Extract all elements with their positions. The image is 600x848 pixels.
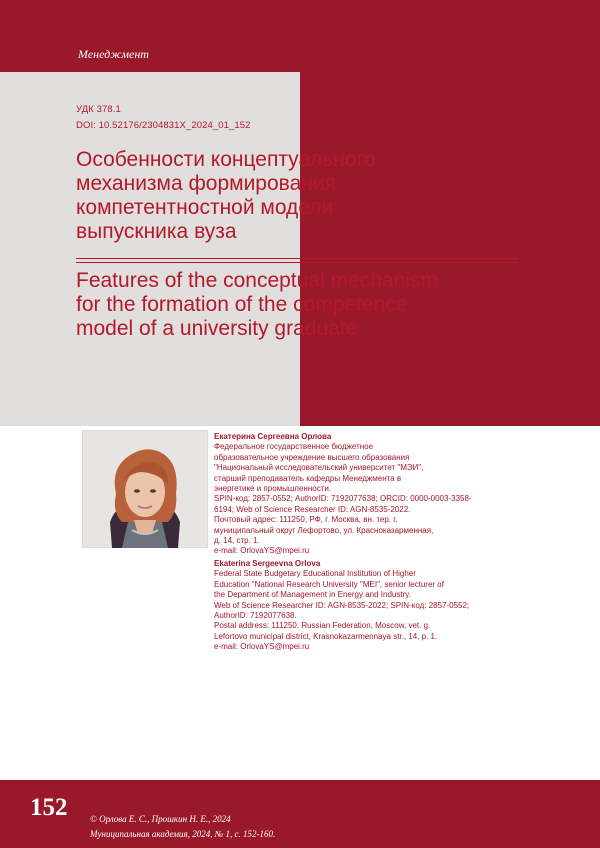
- title-ru-line: Особенности концептуального: [76, 148, 376, 171]
- footer-citation: Муниципальная академия, 2024, № 1, с. 152-160.: [90, 829, 276, 839]
- author-ru-line: старший преподаватель кафедры Менеджмента в: [214, 473, 402, 483]
- author-en-line: Postal address: 111250, Russian Federation, Moscow, vet. g.: [214, 621, 431, 631]
- author-ru-line: "Национальный исследовательский университет "МЭИ",: [214, 463, 424, 473]
- article-title-en: [76, 269, 526, 341]
- author-name-en: Ekaterina Sergeevna Orlova: [214, 558, 321, 568]
- author-ru-line: Почтовый адрес: 111250, РФ, г. Москва, вн. тер. г.: [214, 515, 398, 525]
- author-en-email[interactable]: e-mail: OrlovaYS@mpei.ru: [214, 642, 310, 652]
- author-photo: [82, 430, 208, 548]
- title-en-line: model of a university graduate: [76, 317, 358, 340]
- doi-code: DOI: 10.52176/2304831X_2024_01_152: [76, 120, 251, 131]
- author-ru-line: 6194; Web of Science Researcher ID: AGN-8535-2022.: [214, 504, 411, 514]
- author-name-ru: Екатерина Сергеевна Орлова: [214, 432, 332, 441]
- author-en-line: Education "National Research University "MEI", senior lecturer of: [214, 579, 444, 589]
- title-ru-line: механизма формирования: [76, 172, 336, 195]
- author-en-line: the Department of Management in Energy and Industry.: [214, 590, 411, 600]
- author-ru-email[interactable]: e-mail: OrlovaYS@mpei.ru: [214, 546, 310, 556]
- author-en-line: Lefortovo municipal district, Krasnokazarmennaya str., 14, p. 1.: [214, 631, 438, 641]
- footer-copyright: © Орлова Е. С., Прошкин Н. Е., 2024: [90, 814, 231, 824]
- title-ru-line: выпускника вуза: [76, 220, 237, 243]
- udk-code: УДК 378.1: [76, 104, 121, 115]
- title-divider-bottom: [76, 262, 518, 263]
- author-ru-line: муниципальный округ Лефортово, ул. Красноказарменная,: [214, 525, 434, 535]
- author-ru-line: SPIN-код: 2857-0552; AuthorID: 7192077638; ORCID: 0000-0003-3358-: [214, 494, 472, 504]
- title-en-line: for the formation of the competence: [76, 293, 408, 316]
- author-ru-line: энергетике и промышленности.: [214, 484, 332, 494]
- portrait-photo-icon: [82, 430, 208, 548]
- author-en-line: Web of Science Researcher ID: AGN-8535-2022; SPIN-код: 2857-0552;: [214, 600, 470, 610]
- section-label: Менеджмент: [78, 47, 149, 61]
- author-info: [214, 432, 534, 653]
- title-en-line: Features of the conceptual mechanism: [76, 269, 438, 292]
- author-ru-line: образовательное учреждение высшего образования: [214, 452, 410, 462]
- author-en-line: Federal State Budgetary Educational Institution of Higher: [214, 569, 416, 579]
- title-divider-top: [76, 258, 518, 259]
- page-number: 152: [30, 794, 68, 821]
- author-en-line: AuthorID: 7192077638.: [214, 610, 297, 620]
- author-ru-line: Федеральное государственное бюджетное: [214, 442, 374, 452]
- title-ru-line: компетентностной модели: [76, 196, 334, 219]
- author-ru-line: д. 14, стр. 1.: [214, 536, 260, 546]
- article-title-ru: [76, 148, 516, 244]
